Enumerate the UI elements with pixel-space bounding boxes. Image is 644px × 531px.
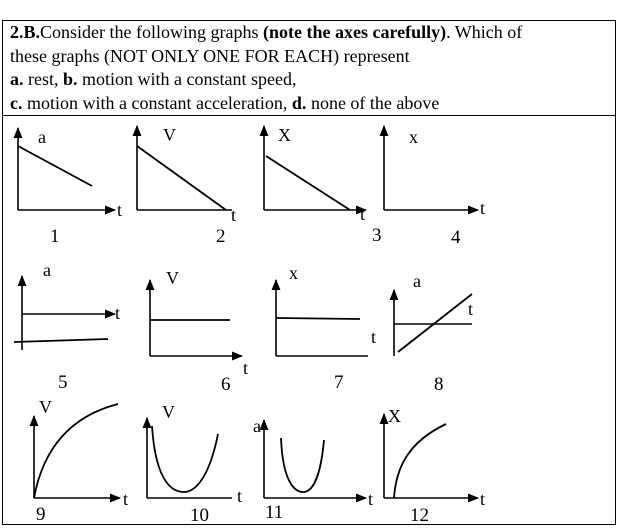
graph-3 (264, 125, 382, 246)
graph-5-x-label: t (115, 303, 121, 323)
graph-10-x-label: t (237, 486, 243, 506)
graph-5-curve (14, 339, 108, 342)
graph-7 (276, 263, 368, 393)
graph-12 (384, 406, 485, 526)
graph-3-y-label: X (278, 125, 291, 145)
option-c-key: c. (10, 92, 23, 113)
graph-1-number: 1 (50, 226, 60, 247)
graph-3-x-label: t (360, 204, 366, 224)
question-line-2: these graphs (NOT ONLY ONE FOR EACH) represent (10, 45, 410, 66)
graph-9-x-label: t (123, 489, 129, 509)
graph-7-y-label: x (289, 263, 298, 283)
graph-11 (253, 416, 373, 523)
graph-12-curve (394, 424, 446, 498)
graph-1-x-label: t (117, 200, 123, 220)
option-d-text: none of the above (306, 92, 440, 113)
graph-1-curve (18, 146, 92, 186)
graph-3-number: 3 (372, 225, 382, 246)
graph-8-y-label: a (413, 271, 421, 291)
graph-2-y-label: V (163, 125, 176, 145)
graph-10-y-label: V (162, 402, 175, 422)
graph-7-number: 7 (334, 372, 344, 393)
graph-8-number: 8 (434, 374, 444, 395)
graph-5-number: 5 (58, 372, 68, 393)
graph-11-curve (281, 438, 324, 492)
graph-2-curve (137, 146, 226, 210)
graph-9 (34, 397, 128, 525)
graph-8-t-label: t (371, 327, 377, 347)
option-c-text: motion with a constant acceleration, (22, 92, 292, 113)
option-a-text: rest, (23, 69, 63, 89)
graph-10 (147, 402, 242, 526)
graph-2 (137, 125, 236, 247)
graph-7-curve (276, 318, 360, 319)
graph-11-y-label: a (253, 416, 261, 436)
graph-3-curve (266, 156, 350, 210)
graph-6 (150, 268, 248, 395)
option-d-key: d. (291, 92, 307, 113)
graph-10-curve (152, 426, 218, 492)
option-a-key: a. (10, 69, 24, 89)
graph-6-x-label: t (243, 358, 249, 378)
question-line1-end: . Which of (446, 22, 523, 42)
graph-8 (371, 271, 473, 395)
graph-9-number: 9 (36, 504, 46, 525)
graph-6-number: 6 (221, 374, 231, 395)
graph-12-x-label: t (480, 489, 486, 509)
graph-4-x-label: t (480, 198, 486, 218)
graph-4-number: 4 (451, 227, 461, 248)
graph-11-x-label: t (368, 489, 374, 509)
question-number: 2.B. (10, 22, 41, 42)
graph-8-curve (398, 294, 472, 352)
graph-1-y-label: a (38, 127, 46, 147)
option-b-key: b. (63, 69, 78, 89)
graph-9-y-label: V (39, 397, 52, 417)
graph-12-y-label: X (388, 406, 401, 426)
graph-9-curve (34, 404, 118, 498)
question-note: (note the axes carefully) (263, 22, 447, 42)
graph-2-x-label: t (231, 205, 237, 225)
graph-2-number: 2 (216, 226, 226, 247)
graph-4 (384, 126, 485, 248)
graph-5 (14, 260, 120, 393)
graph-5-y-label: a (43, 260, 51, 280)
question-intro: Consider the following graphs (40, 22, 263, 42)
graph-12-number: 12 (410, 505, 429, 526)
option-b-text: motion with a constant speed, (77, 69, 297, 89)
graph-1 (18, 127, 122, 247)
graph-8-x-label: t (468, 299, 474, 319)
graph-10-number: 10 (190, 505, 209, 526)
graph-4-y-label: x (409, 127, 418, 147)
graph-11-number: 11 (265, 502, 284, 523)
graph-6-y-label: V (166, 268, 179, 288)
